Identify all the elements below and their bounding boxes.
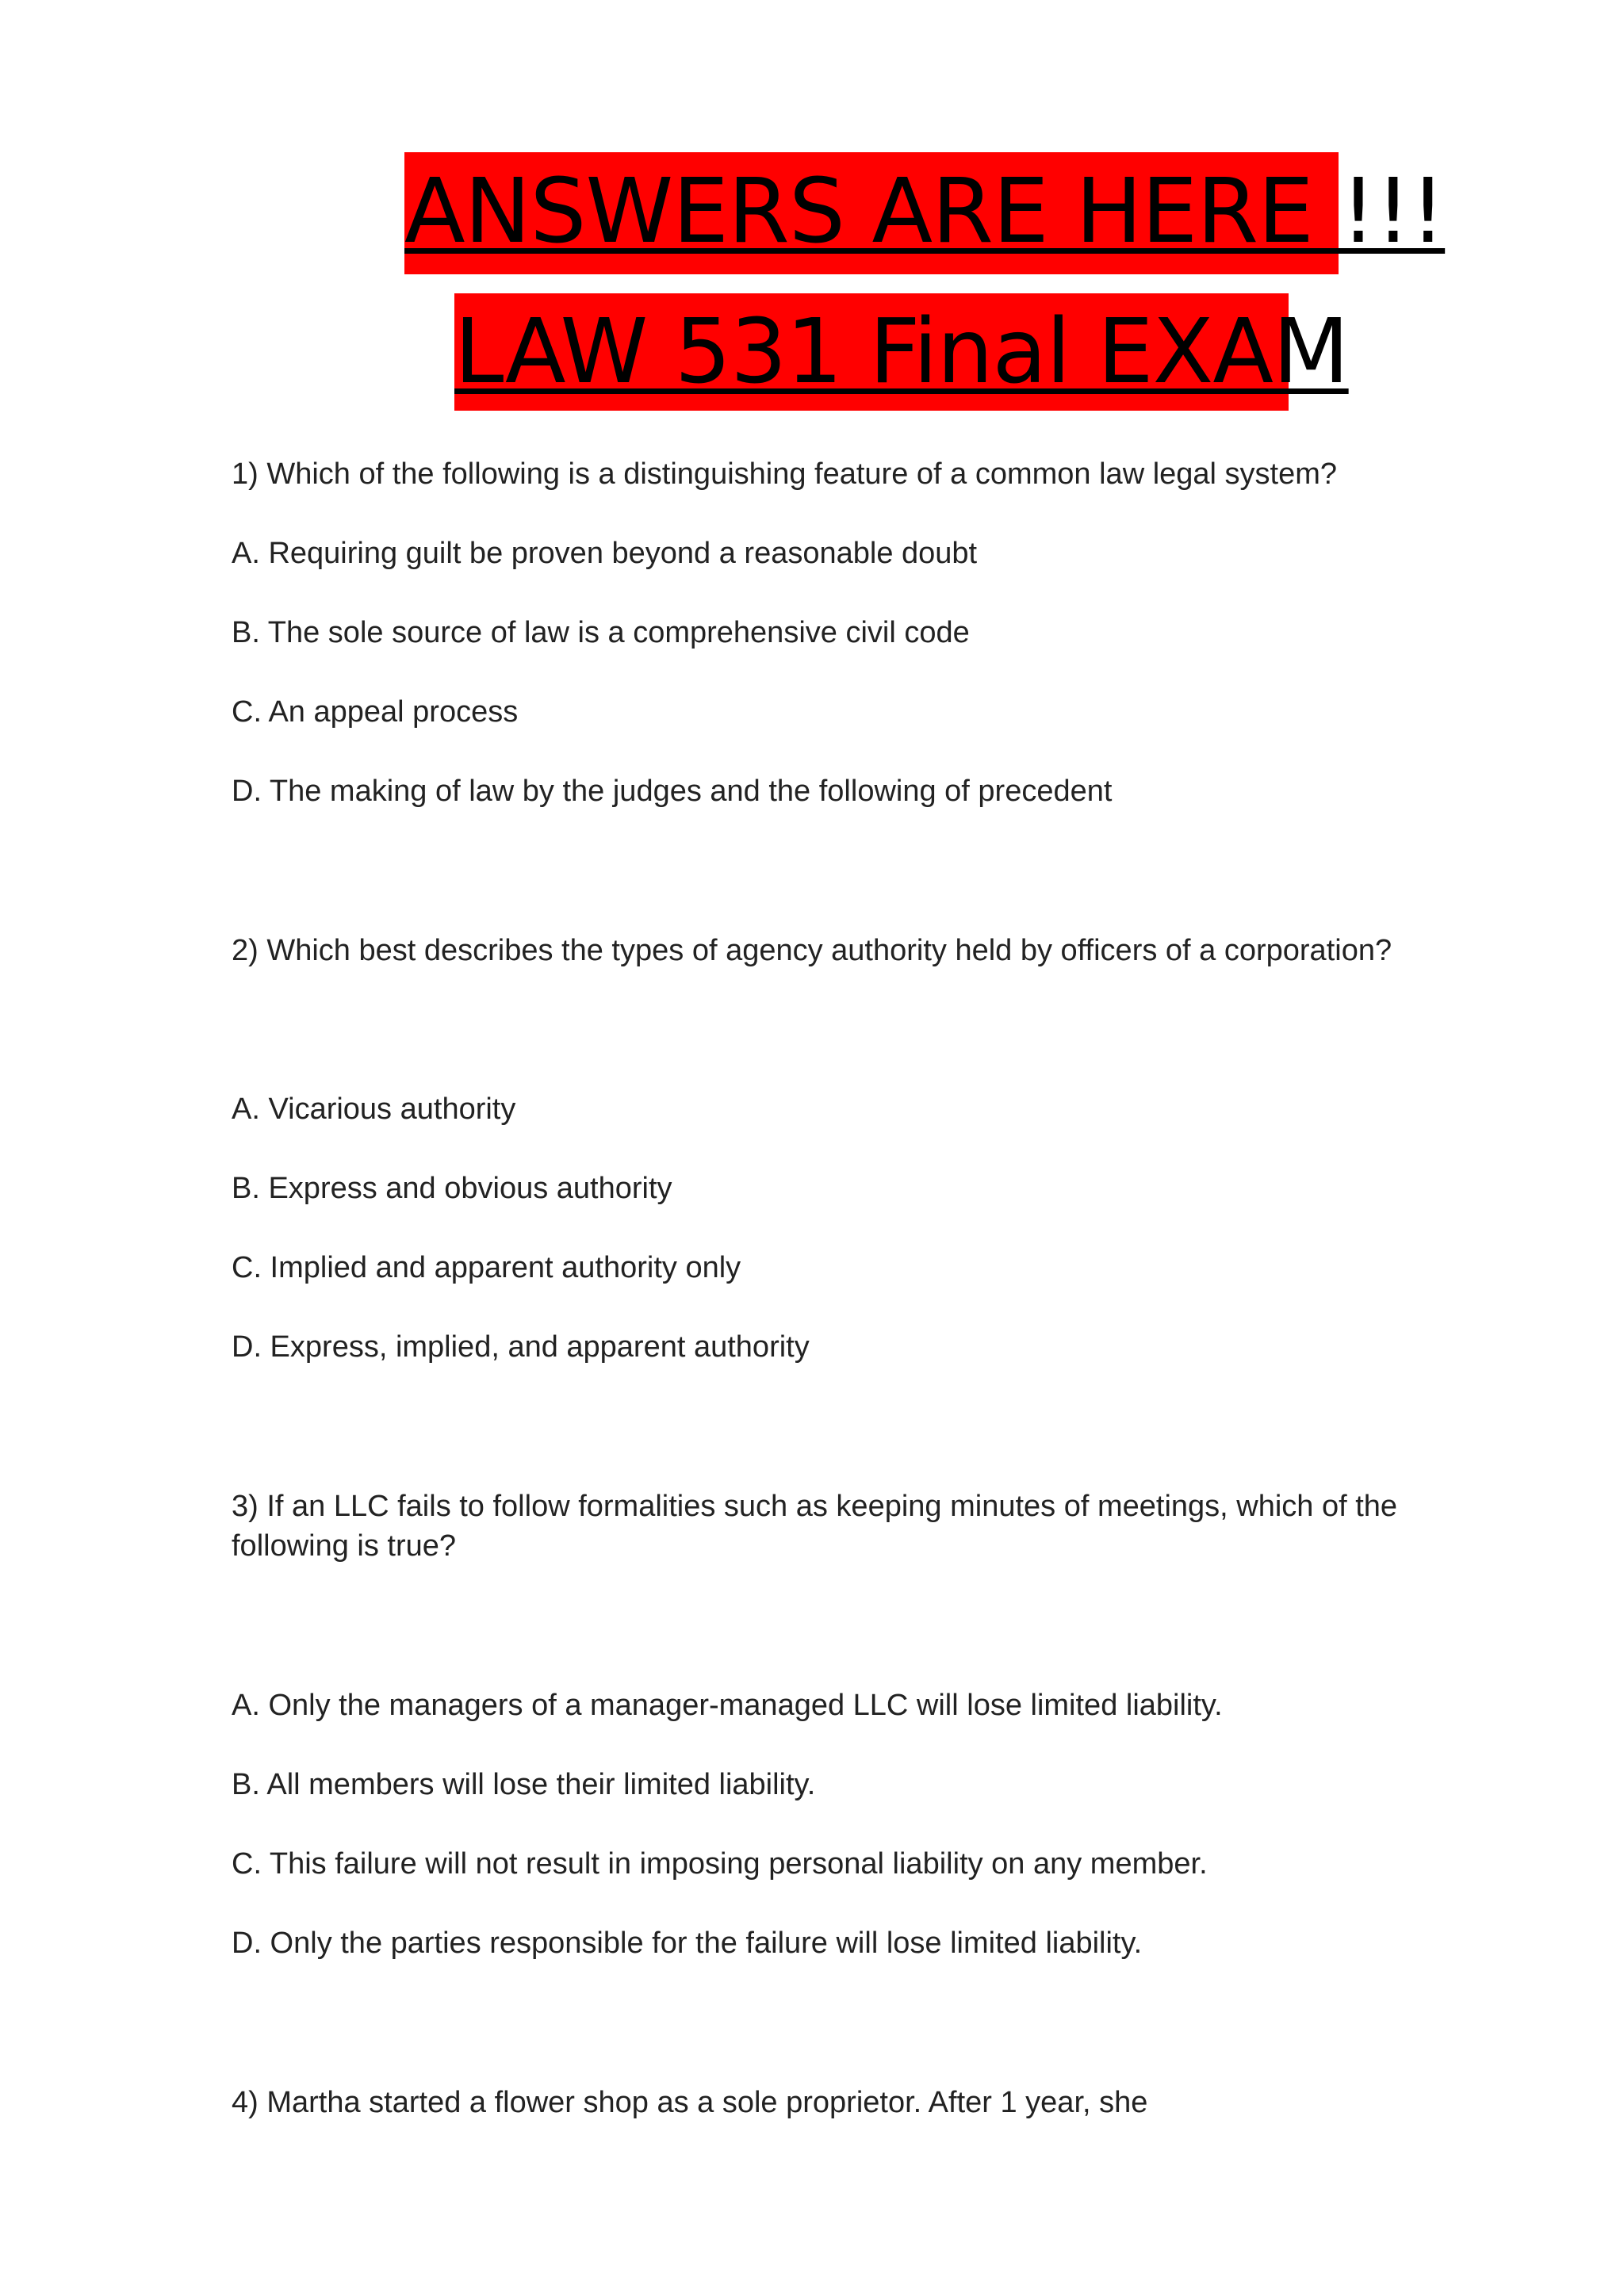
question-3-option-b: B. All members will lose their limited liability.	[232, 1768, 816, 1801]
question-1-option-d: D. The making of law by the judges and the following of precedent	[232, 775, 1113, 808]
question-1-option-a: A. Requiring guilt be proven beyond a reasonable doubt	[232, 537, 978, 570]
question-3-option-a: A. Only the managers of a manager-managed LLC will lose limited liability.	[232, 1689, 1223, 1722]
title-banner-exam: LAW 531 Final EXAM	[454, 293, 1289, 411]
question-2-option-c: C. Implied and apparent authority only	[232, 1251, 741, 1284]
question-3-prompt-line-1: 3) If an LLC fails to follow formalities such as keeping minutes of meetings, which of the	[232, 1490, 1398, 1523]
question-3-option-c: C. This failure will not result in imposing personal liability on any member.	[232, 1847, 1208, 1881]
question-2-option-b: B. Express and obvious authority	[232, 1172, 672, 1205]
question-1-option-c: C. An appeal process	[232, 695, 519, 729]
title-banner-answers: ANSWERS ARE HERE !!!	[404, 152, 1339, 274]
question-1-prompt: 1) Which of the following is a distinguishing feature of a common law legal system?	[232, 457, 1338, 491]
question-3-option-d: D. Only the parties responsible for the failure will lose limited liability.	[232, 1927, 1143, 1960]
question-4-prompt: 4) Martha started a flower shop as a sole proprietor. After 1 year, she	[232, 2086, 1148, 2119]
question-2-option-a: A. Vicarious authority	[232, 1093, 516, 1126]
question-3-prompt-line-2: following is true?	[232, 1529, 457, 1563]
question-2-option-d: D. Express, implied, and apparent authority	[232, 1330, 810, 1364]
question-1-option-b: B. The sole source of law is a comprehensive civil code	[232, 616, 970, 649]
question-2-prompt: 2) Which best describes the types of agency authority held by officers of a corporation?	[232, 934, 1392, 967]
